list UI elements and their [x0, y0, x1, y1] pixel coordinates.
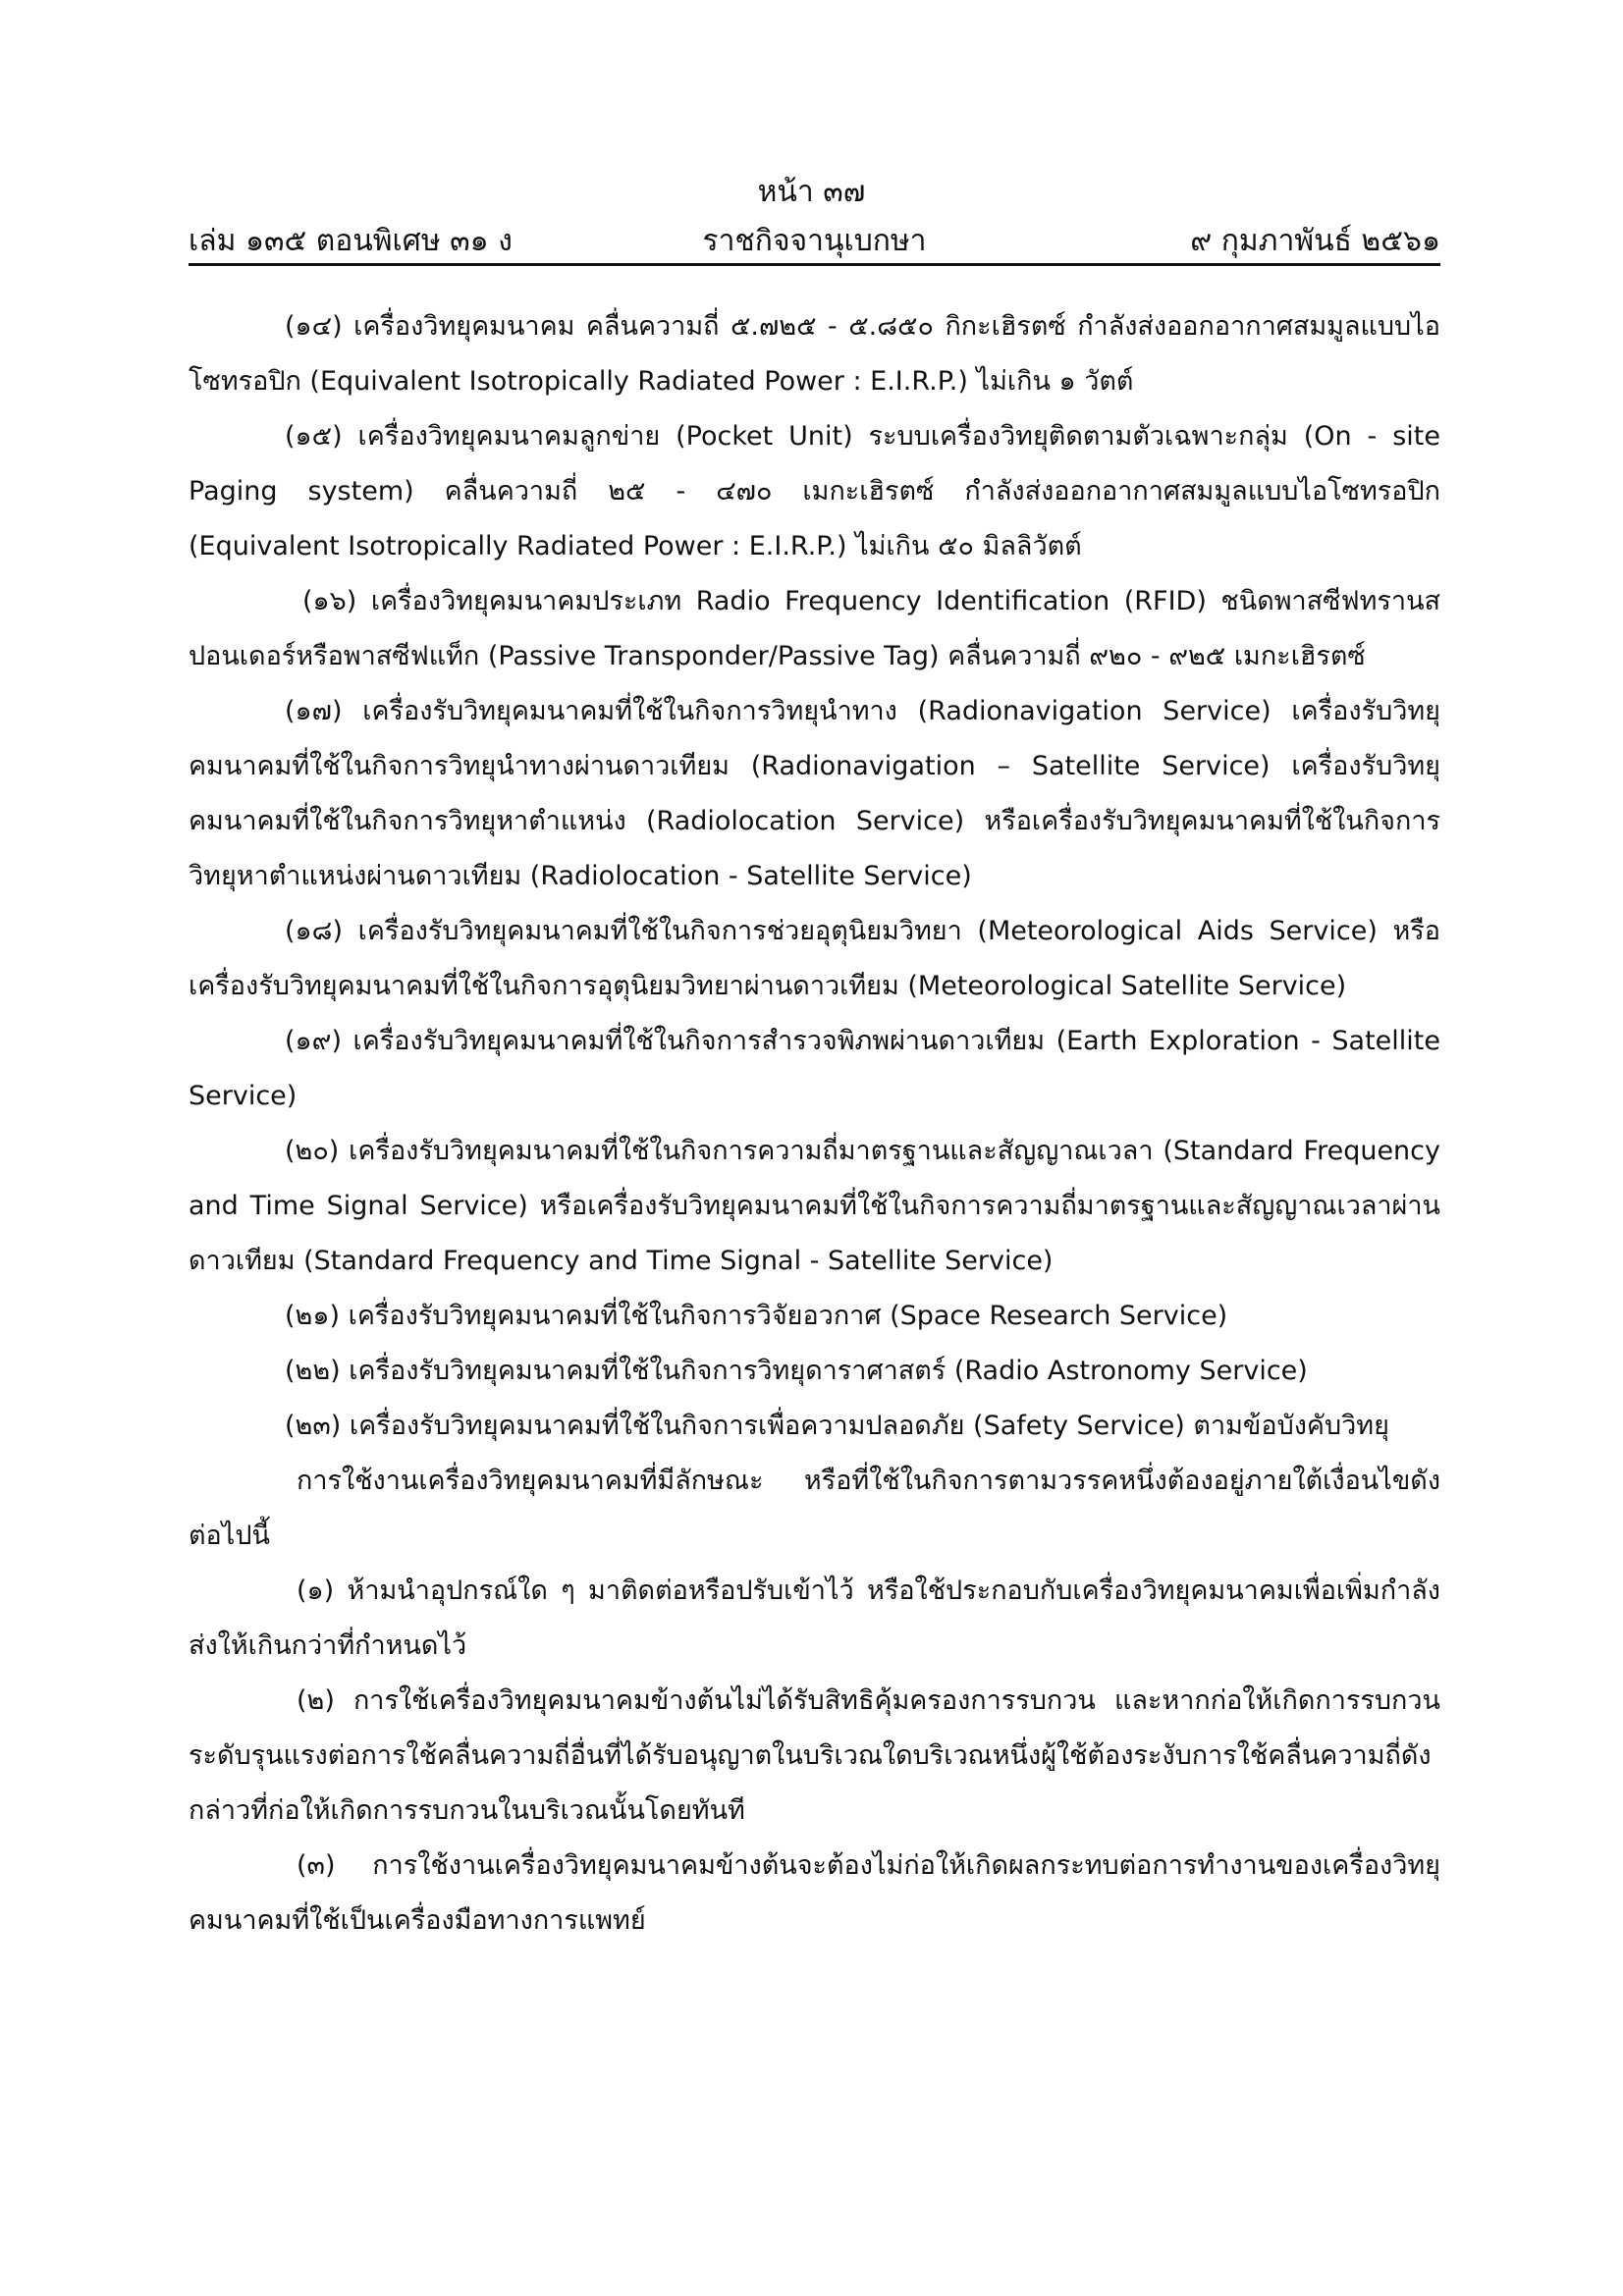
clause-14: (๑๔) เครื่องวิทยุคมนาคม คลื่นความถี่ ๕.๗๒๕ - ๕.๘๕๐ กิกะเฮิรตซ์ กำลังส่งออกอากาศสมมูลแบบไอโซทรอปิก (Equivalent Isotropically Radiated Power : E.I.R.P.) ไม่เกิน ๑ วัตต์ — [189, 311, 1440, 397]
conditions-intro: การใช้งานเครื่องวิทยุคมนาคมที่มีลักษณะ หรือที่ใช้ในกิจการตามวรรคหนึ่งต้องอยู่ภายใต้เงื่อนไขดังต่อไปนี้ — [189, 1466, 1440, 1551]
clause-16: (๑๖) เครื่องวิทยุคมนาคมประเภท Radio Frequency Identification (RFID) ชนิดพาสซีฟทรานสปอนเดอร์หรือพาสซีฟแท็ก (Passive Transponder/Passive Tag) คลื่นความถี่ ๙๒๐ - ๙๒๕ เมกะเฮิรตซ์ — [189, 586, 1440, 671]
clause-19: (๑๙) เครื่องรับวิทยุคมนาคมที่ใช้ในกิจการสำรวจพิภพผ่านดาวเทียม (Earth Exploration - Satellite Service) — [189, 1026, 1440, 1111]
volume-issue: เล่ม ๑๓๕ ตอนพิเศษ ๓๑ ง — [189, 224, 513, 258]
clause-20: (๒๐) เครื่องรับวิทยุคมนาคมที่ใช้ในกิจการความถี่มาตรฐานและสัญญาณเวลา (Standard Frequency and Time Signal Service) หรือเครื่องรับวิทยุคมนาคมที่ใช้ในกิจการความถี่มาตรฐานและสัญญาณเวลาผ่านดาวเทียม (Standard Frequency and Time Signal - Satellite Service) — [189, 1136, 1440, 1276]
header-rule — [189, 263, 1440, 266]
condition-3: (๓) การใช้งานเครื่องวิทยุคมนาคมข้างต้นจะต้องไม่ก่อให้เกิดผลกระทบต่อการทำงานของเครื่องวิทยุคมนาคมที่ใช้เป็นเครื่องมือทางการแพทย์ — [189, 1850, 1440, 1936]
clause-18: (๑๘) เครื่องรับวิทยุคมนาคมที่ใช้ในกิจการช่วยอุตุนิยมวิทยา (Meteorological Aids Service) หรือเครื่องรับวิทยุคมนาคมที่ใช้ในกิจการอุตุนิยมวิทยาผ่านดาวเทียม (Meteorological Satellite Service) — [189, 916, 1440, 1001]
page-number: หน้า ๓๗ — [757, 175, 866, 209]
clause-23: (๒๓) เครื่องรับวิทยุคมนาคมที่ใช้ในกิจการเพื่อความปลอดภัย (Safety Service) ตามข้อบังคับวิทยุ — [285, 1411, 1389, 1441]
clause-22: (๒๒) เครื่องรับวิทยุคมนาคมที่ใช้ในกิจการวิทยุดาราศาสตร์ (Radio Astronomy Service) — [285, 1356, 1308, 1386]
publication-date: ๙ กุมภาพันธ์ ๒๕๖๑ — [1190, 224, 1440, 258]
clause-17: (๑๗) เครื่องรับวิทยุคมนาคมที่ใช้ในกิจการวิทยุนำทาง (Radionavigation Service) เครื่องรับวิทยุคมนาคมที่ใช้ในกิจการวิทยุนำทางผ่านดาวเทียม (Radionavigation – Satellite Service) เครื่องรับวิทยุคมนาคมที่ใช้ในกิจการวิทยุหาตำแหน่ง (Radiolocation Service) หรือเครื่องรับวิทยุคมนาคมที่ใช้ในกิจการวิทยุหาตำแหน่งผ่านดาวเทียม (Radiolocation - Satellite Service) — [189, 696, 1440, 891]
publication-name: ราชกิจจานุเบกษา — [702, 224, 927, 258]
condition-1: (๑) ห้ามนำอุปกรณ์ใด ๆ มาติดต่อหรือปรับเข้าไว้ หรือใช้ประกอบกับเครื่องวิทยุคมนาคมเพื่อเพิ่มกำลังส่งให้เกินกว่าที่กำหนดไว้ — [189, 1575, 1440, 1661]
condition-2: (๒) การใช้เครื่องวิทยุคมนาคมข้างต้นไม่ได้รับสิทธิคุ้มครองการรบกวน และหากก่อให้เกิดการรบกวนระดับรุนแรงต่อการใช้คลื่นความถี่อื่นที่ได้รับอนุญาตในบริเวณใดบริเวณหนึ่งผู้ใช้ต้องระงับการใช้คลื่นความถี่ดังกล่าวที่ก่อให้เกิดการรบกวนในบริเวณนั้นโดยทันที — [189, 1685, 1440, 1826]
clause-15: (๑๕) เครื่องวิทยุคมนาคมลูกข่าย (Pocket Unit) ระบบเครื่องวิทยุติดตามตัวเฉพาะกลุ่ม (On - site Paging system) คลื่นความถี่ ๒๕ - ๔๗๐ เมกะเฮิรตซ์ กำลังส่งออกอากาศสมมูลแบบไอโซทรอปิก (Equivalent Isotropically Radiated Power : E.I.R.P.) ไม่เกิน ๕๐ มิลลิวัตต์ — [189, 421, 1440, 561]
document-body — [189, 299, 1440, 1949]
gazette-header — [189, 218, 1440, 261]
clause-21: (๒๑) เครื่องรับวิทยุคมนาคมที่ใช้ในกิจการวิจัยอวกาศ (Space Research Service) — [285, 1301, 1228, 1331]
